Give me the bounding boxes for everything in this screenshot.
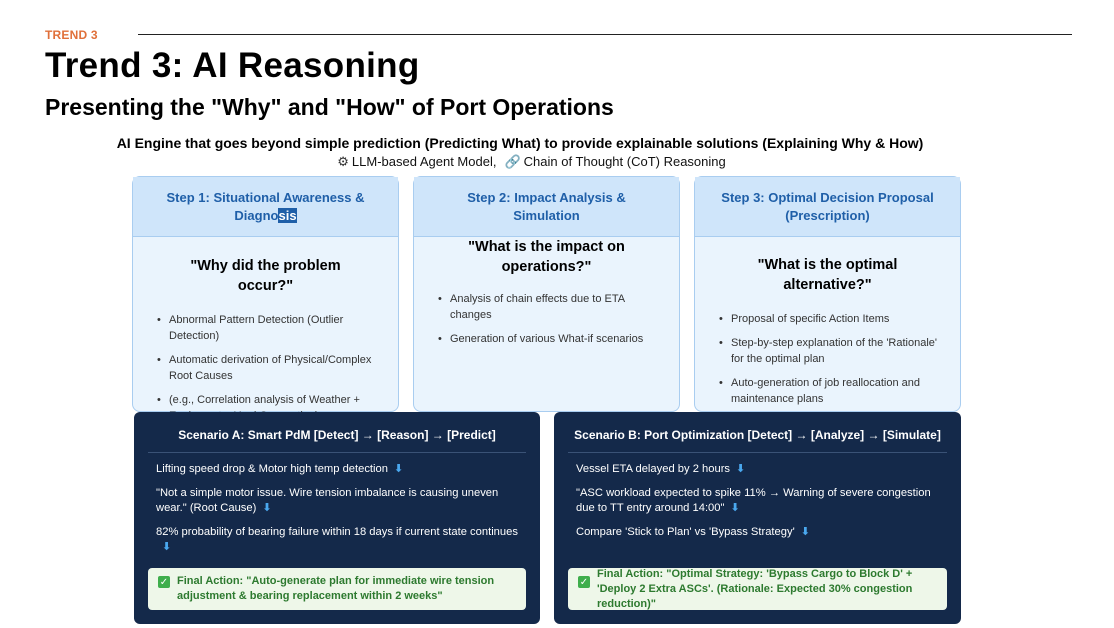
tech-item-cot: Chain of Thought (CoT) Reasoning [523, 154, 726, 169]
step-1-question: "Why did the problem occur?" [190, 258, 341, 294]
check-icon: ✓ [579, 576, 589, 588]
scenario-b-final-action [568, 568, 947, 610]
scenario-b-line-3: Compare 'Stick to Plan' vs 'Bypass Strategy' ⬇ [576, 525, 939, 541]
scenario-a-line-1: Lifting speed drop & Motor high temp detection ⬇ [156, 462, 518, 478]
scenario-b-title: Scenario B: Port Optimization [Detect] → [Analyze] → [Simulate] [574, 428, 941, 442]
tech-item-llm: LLM-based Agent Model, [351, 154, 497, 169]
step-1-title: Step 1: Situational Awareness & Diagno [166, 189, 365, 223]
step-1-header [133, 177, 398, 237]
arrow-down-icon: ⬇ [262, 502, 272, 514]
trend-tag: TREND 3 [45, 28, 98, 42]
step-card-3 [694, 176, 961, 412]
scenario-a-panel [134, 412, 540, 624]
scenario-a-final-action [148, 568, 526, 610]
header-divider [138, 34, 1072, 35]
tech-line [0, 154, 1063, 170]
scenario-a-final-text: Final Action: "Auto-generate plan for immediate wire tension adjustment & bearing replacement within 2 weeks" [177, 575, 495, 602]
step-1-bullets [133, 312, 398, 424]
step-card-1 [132, 176, 399, 412]
arrow-down-icon: ⬇ [730, 502, 740, 514]
list-item: • Automatic derivation of Physical/Complex Root Causes [157, 352, 380, 384]
step-3-question: "What is the optimal alternative?" [757, 257, 898, 293]
scenario-a-line-2: "Not a simple motor issue. Wire tension imbalance is causing uneven wear." (Root Cause) ⬇ [156, 486, 518, 517]
page-title: Trend 3: AI Reasoning [45, 46, 420, 85]
scenario-b-line-1: Vessel ETA delayed by 2 hours ⬇ [576, 462, 939, 478]
link-icon: 🔗 [504, 155, 521, 170]
arrow-down-icon: ⬇ [393, 463, 404, 475]
step-2-question: "What is the impact on operations?" [468, 239, 625, 275]
step-2-header [414, 177, 679, 237]
arrow-down-icon: ⬇ [736, 463, 746, 475]
list-item: • Analysis of chain effects due to ETA changes [438, 291, 661, 323]
brain-icon: ⚙ [337, 155, 349, 170]
arrow-down-icon: ⬇ [800, 525, 810, 538]
scenario-a-line-3: 82% probability of bearing failure within 18 days if current state continues⬇ [156, 525, 518, 556]
check-icon: ✓ [159, 576, 169, 588]
step-2-bullets [414, 291, 679, 347]
list-item: • (e.g., Correlation analysis of Weather + [157, 392, 380, 424]
scenario-b-panel [554, 412, 961, 624]
step-3-title: Step 3: Optimal Decision Proposal (Prescription) [721, 189, 934, 223]
list-item: • Abnormal Pattern Detection (Outlier Detection) [157, 312, 380, 344]
list-item: • Auto-generation of job reallocation and maintenance plans [719, 375, 942, 407]
step-3-bullets [695, 311, 960, 407]
step-2-title: Step 2: Impact Analysis & Simulation [467, 189, 626, 223]
list-item: • Proposal of specific Action Items [719, 311, 942, 327]
scenario-b-line-2: "ASC workload expected to spike 11% → Warning of severe congestion due to TT entry around 14:00" ⬇ [576, 486, 939, 517]
scenario-b-lines [576, 462, 939, 548]
scenario-a-title: Scenario A: Smart PdM [Detect] → [Reason] → [Predict] [178, 428, 496, 442]
step-3-header [695, 177, 960, 237]
step-card-2 [413, 176, 680, 412]
arrow-down-icon: ⬇ [162, 541, 172, 553]
list-item: • Step-by-step explanation of the 'Rationale' for the optimal plan [719, 335, 942, 367]
intro-description: AI Engine that goes beyond simple prediction (Predicting What) to provide explainable solutions (Explaining Why & How) [116, 135, 924, 151]
list-item: • Generation of various What-if scenarios [438, 331, 661, 347]
page-subtitle: Presenting the "Why" and "How" of Port Operations [45, 94, 614, 120]
scenario-a-divider [148, 452, 526, 453]
text-selection-highlight: sis [278, 207, 297, 223]
scenario-b-final-text: Final Action: "Optimal Strategy: 'Bypass Cargo to Block D' + 'Deploy 2 Extra ASCs'. (Rationale: Expected 30% congestion reduction)" [597, 567, 913, 610]
scenario-b-divider [568, 452, 947, 453]
scenario-a-lines [156, 462, 518, 564]
